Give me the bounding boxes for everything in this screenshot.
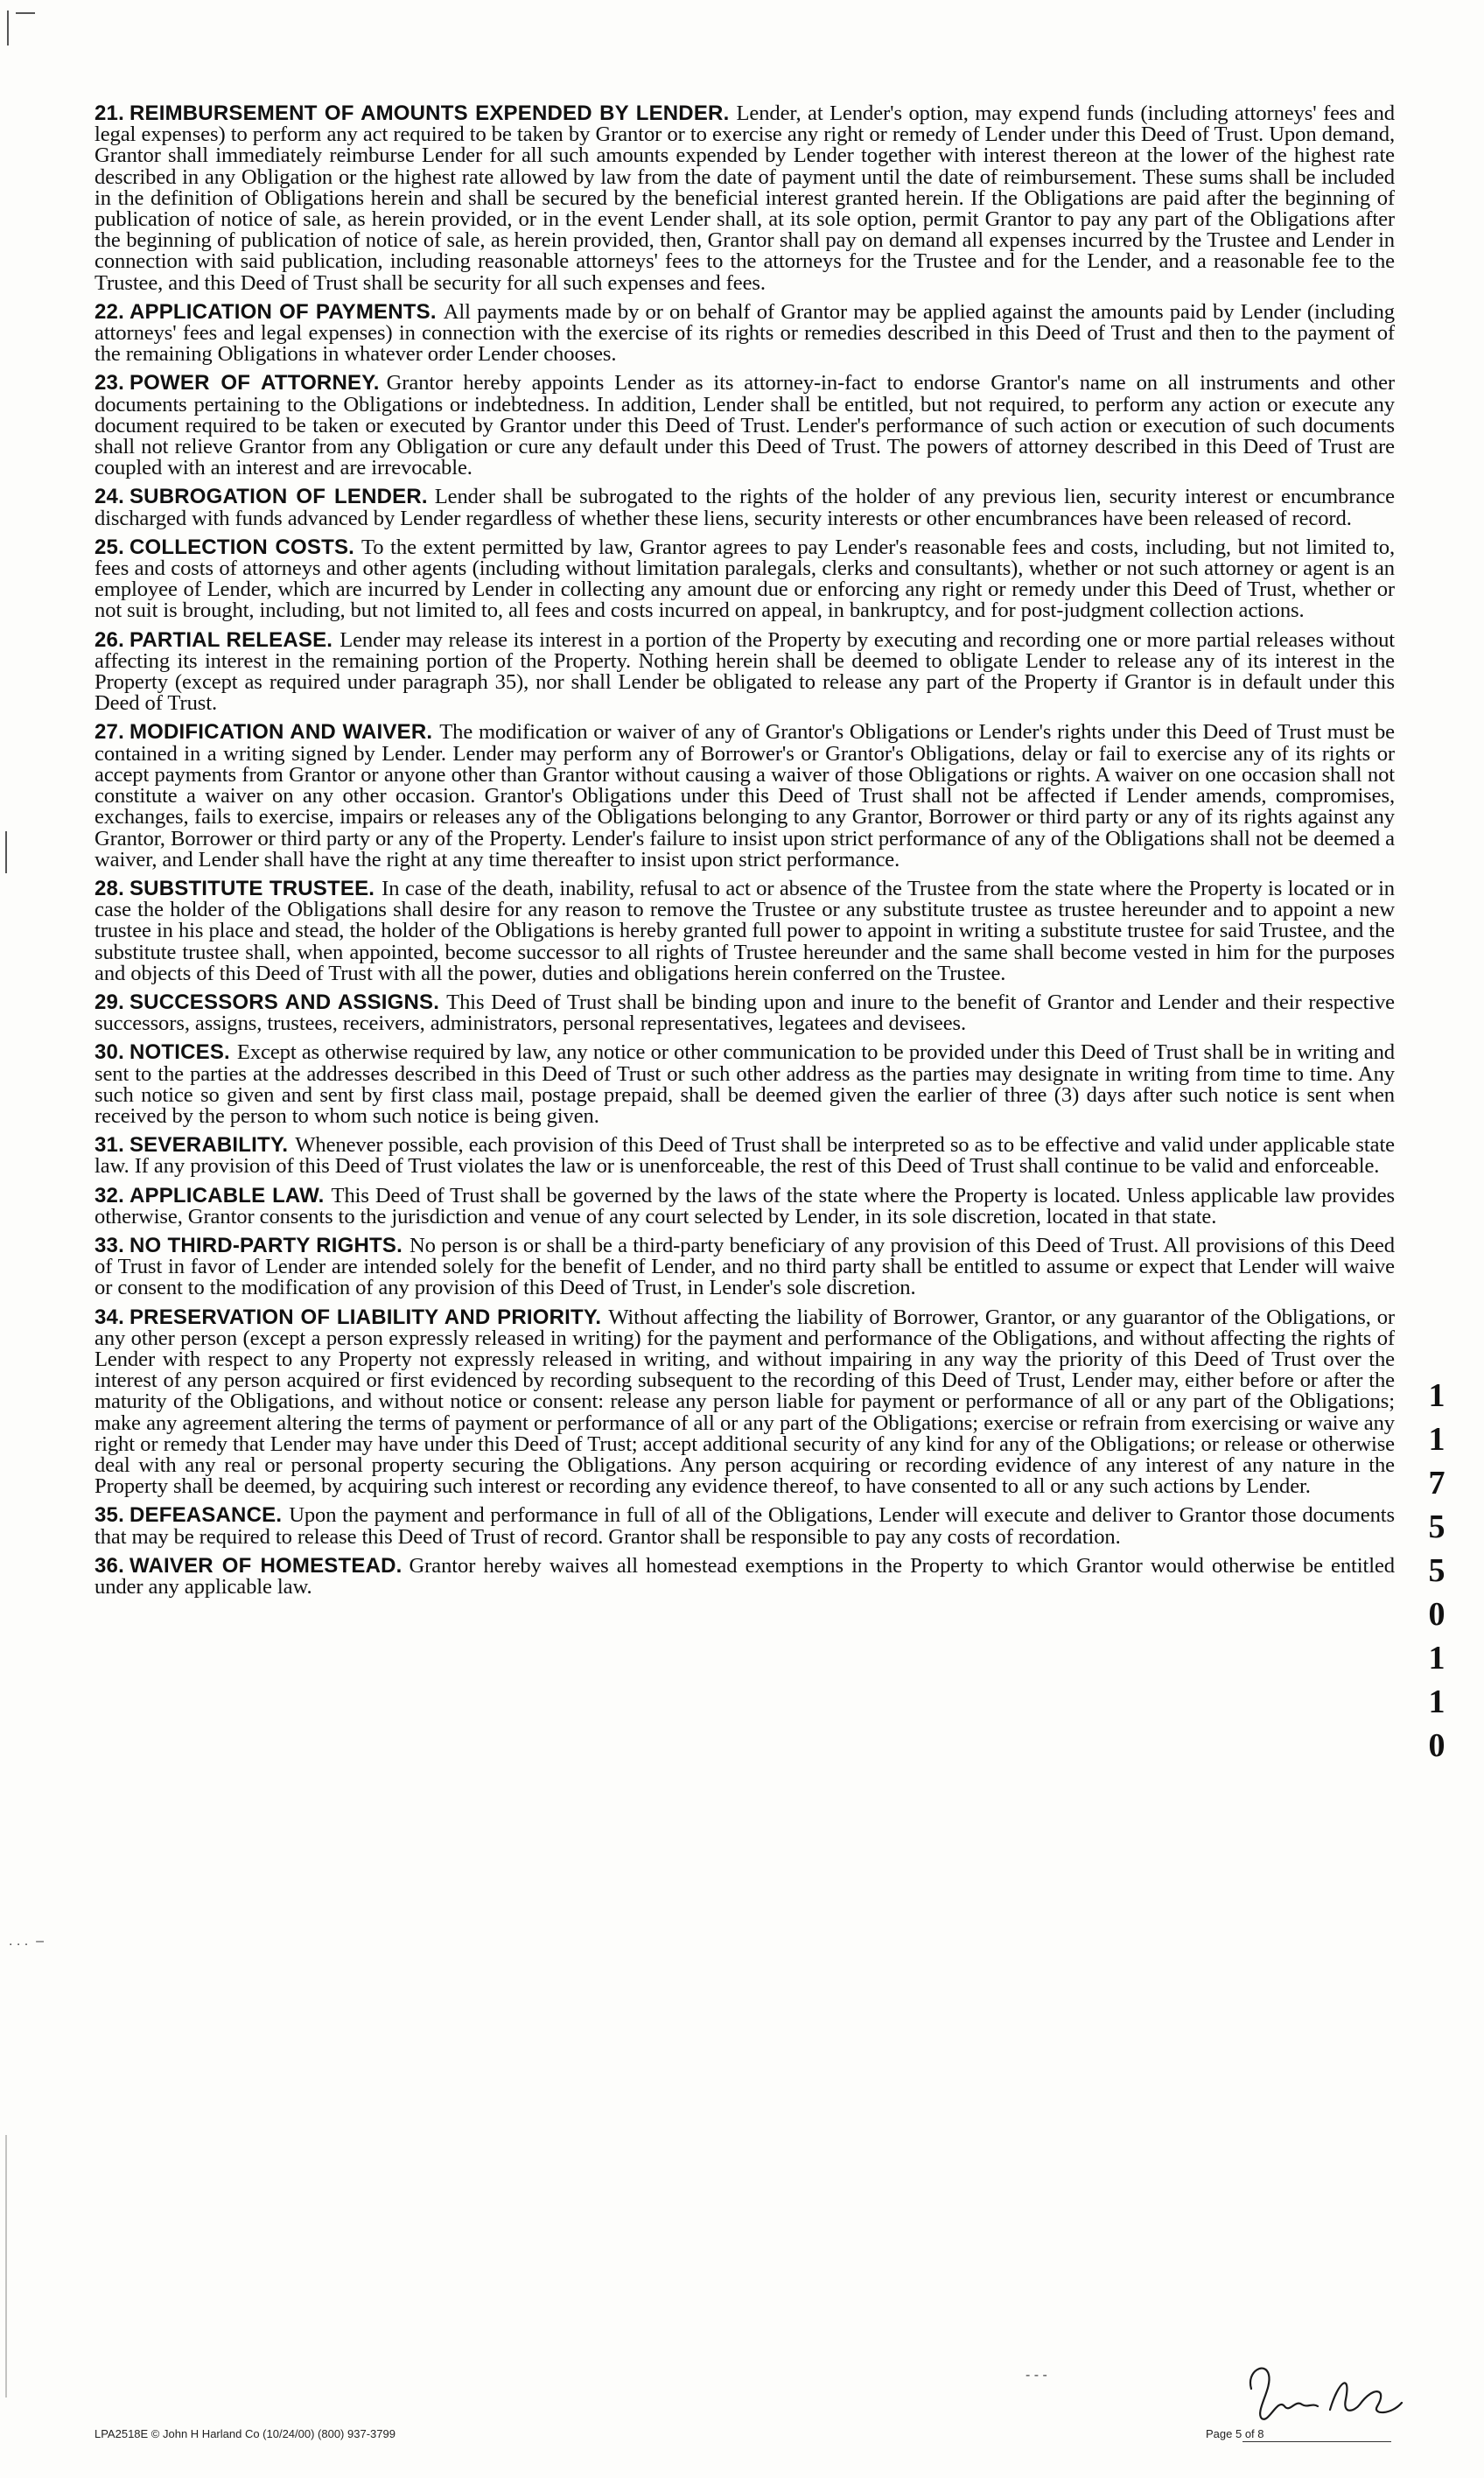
paragraph-text: Lender shall be subrogated to the rights of the holder of any previous lien, security interest or encumbrance discharged with funds advanced by Lender regardless of whether these liens, security interests or other encumbrances have been released of record. bbox=[94, 485, 1395, 530]
paragraph-heading: APPLICABLE LAW. bbox=[129, 1183, 325, 1208]
paragraph-number: 36. bbox=[94, 1553, 124, 1578]
paragraph-text: Upon the payment and performance in full of all of the Obligations, Lender will execute and deliver to Grantor those documents that may be required to release this Deed of Trust of record. Grantor shall be responsible to pay any costs of recordation. bbox=[94, 1503, 1395, 1549]
signature-initials bbox=[1242, 2354, 1418, 2432]
paragraph-27 bbox=[94, 722, 1395, 870]
paragraph-29 bbox=[94, 992, 1395, 1034]
paragraph-21 bbox=[94, 103, 1395, 294]
paragraph-32 bbox=[94, 1183, 1396, 1228]
margin-digit: 1 bbox=[1428, 1640, 1446, 1676]
page-number: Page 5 of 8 bbox=[1206, 2427, 1264, 2440]
paragraph-heading: MODIFICATION AND WAIVER. bbox=[129, 720, 433, 745]
paragraph-text: Lender may release its interest in a portion of the Property by executing and recording one or more partial releases without affecting its interest in the remaining portion of the Property. Nothing herein shall be deemed to obligate Lender to release any of its interest in the Property (except as required under paragraph 35), nor shall Lender be obligated to release any part of the Property if Grantor is in default under this Deed of Trust. bbox=[94, 627, 1396, 716]
paragraph-text: Without affecting the liability of Borrower, Grantor, or any guarantor of the Obligations, or any other person (except a person expressly released in writing) for the payment and performance of the Obligations, and without affecting the rights of Lender with respect to any Property not expressly released in writing, and without impairing in any way the priority of this Deed of Trust over the interest of any person acquired or first evidenced by recording subsequent to the recording of this Deed of Trust, Lender may, either before or after the maturity of the Obligations, and without notice or consent: release any person liable for payment or performance of all or any part of the Obligations; make any agreement altering the terms of payment or performance of all or any part of the Obligations; exercise or refrain from exercising or waive any right or remedy that Lender may have under this Deed of Trust; accept additional security of any kind for any of the Obligations; or release or otherwise deal with any real or personal property securing the Obligations. Any person acquiring or recording evidence of any interest of any nature in the Property shall be deemed, by acquiring such interest or recording any evidence thereof, to have consented to all or any such actions by Lender. bbox=[94, 1305, 1395, 1499]
paragraph-heading: APPLICATION OF PAYMENTS. bbox=[129, 299, 437, 324]
paragraph-number: 25. bbox=[94, 535, 124, 559]
paragraph-33 bbox=[94, 1233, 1396, 1300]
margin-digit: 1 bbox=[1428, 1421, 1446, 1458]
scan-mark-left bbox=[7, 10, 9, 46]
paragraph-text: In case of the death, inability, refusal to act or absence of the Trustee from the state where the Property is located or in case the holder of the Obligations shall desire for any reason to remove the Trustee or any substitute trustee as trustee hereunder and to appoint a new trustee in his place and stead, the holder of the Obligations is hereby granted full power to appoint in writing a substitute trustee for said Trustee, and the substitute trustee shall, when appointed, become successor to all rights of Trustee hereunder and the same shall become vested in him for the purposes and objects of this Deed of Trust with all the power, duties and obligations herein conferred on the Trustee. bbox=[94, 876, 1396, 985]
paragraph-text: The modification or waiver of any of Grantor's Obligations or Lender's rights under this Deed of Trust must be contained in a writing signed by Lender. Lender may perform any of Borrower's or Grantor's Obligations, delay or fail to exercise any of its rights or accept payments from Grantor or anyone other than Grantor without causing a waiver of those Obligations or rights. A waiver on one occasion shall not constitute a waiver on any other occasion. Grantor's Obligations under this Deed of Trust shall not be affected if Lender amends, compromises, exchanges, fails to exercise, impairs or releases any of the Obligations belonging to any Grantor, Borrower or third party or any of its rights against any Grantor, Borrower or third party or any of the Property. Lender's failure to insist upon strict performance of any of the Obligations shall not be deemed a waiver, and Lender shall have the right at any time thereafter to insist upon strict performance. bbox=[94, 720, 1395, 872]
margin-digit: 1 bbox=[1428, 1684, 1446, 1720]
paragraph-number: 24. bbox=[94, 485, 124, 509]
paragraph-text: To the extent permitted by law, Grantor agrees to pay Lender's reasonable fees and costs, including, but not limited to, fees and costs of attorneys and other agents (including without limitation paralegals, clerks and consultants), whether or not such attorney or agent is an employee of Lender, which are incurred by Lender in collecting any amount due or enforcing any right or remedy under this Deed of Trust, whether or not suit is brought, including, but not limited to, all fees and costs incurred on appeal, in bankruptcy, and for post-judgment collection actions. bbox=[94, 535, 1395, 623]
paragraph-number: 29. bbox=[94, 990, 124, 1014]
paragraph-number: 28. bbox=[94, 876, 124, 900]
paragraph-heading: PRESERVATION OF LIABILITY AND PRIORITY. bbox=[129, 1305, 602, 1329]
paragraph-heading: REIMBURSEMENT OF AMOUNTS EXPENDED BY LENDER. bbox=[129, 102, 730, 125]
paragraph-number: 34. bbox=[94, 1305, 124, 1329]
margin-digit: 7 bbox=[1428, 1465, 1446, 1502]
paragraph-text: Grantor hereby appoints Lender as its attorney-in-fact to endorse Grantor's name on all instruments and other documents pertaining to the Obligations or indebtedness. In addition, Lender shall be entitled, but not required, to perform any action or execute any document required to be taken or executed by Grantor under this Deed of Trust. Lender's performance of such action or execution of such documents shall not relieve Grantor from any Obligation or cure any default under this Deed of Trust. The powers of attorney described in this Deed of Trust are coupled with an interest and are irrevocable. bbox=[94, 371, 1395, 480]
paragraph-heading: SEVERABILITY. bbox=[129, 1133, 289, 1158]
deed-of-trust-body bbox=[94, 103, 1395, 1606]
paragraph-text: Lender, at Lender's option, may expend funds (including attorneys' fees and legal expenses) to perform any act required to be taken by Grantor or to exercise any right or remedy of Lender under this Deed of Trust. Upon demand, Grantor shall immediately reimburse Lender for all such amounts expended by Lender together with interest thereon at the lower of the highest rate described in any Obligation or the highest rate allowed by law from the date of payment until the date of reimbursement. These sums shall be included in the definition of Obligations herein and shall be secured by the beneficial interest granted herein. If the Obligations are paid after the beginning of publication of notice of sale, as herein provided, or in the event Lender shall, at its sole option, permit Grantor to pay any part of the Obligations after the beginning of publication of notice of sale, as herein provided, then, Grantor shall pay on demand all expenses incurred by the Trustee and Lender in connection with said publication, including reasonable attorneys' fees to the attorneys for the Trustee and for the Lender, and a reasonable fee to the Trustee, and this Deed of Trust shall be security for all such expenses and fees. bbox=[94, 102, 1395, 295]
margin-digit: 1 bbox=[1428, 1377, 1446, 1414]
paragraph-number: 32. bbox=[94, 1183, 124, 1208]
paragraph-heading: COLLECTION COSTS. bbox=[129, 535, 355, 559]
paragraph-22 bbox=[94, 299, 1395, 367]
scan-mark-left-3 bbox=[5, 2135, 7, 2398]
paragraph-30 bbox=[94, 1042, 1395, 1127]
paragraph-31 bbox=[94, 1135, 1395, 1177]
paragraph-number: 35. bbox=[94, 1503, 124, 1528]
paragraph-heading: SUBSTITUTE TRUSTEE. bbox=[129, 876, 375, 900]
paragraph-heading: PARTIAL RELEASE. bbox=[129, 627, 333, 652]
margin-recording-number bbox=[1419, 1374, 1454, 1768]
paragraph-heading: WAIVER OF HOMESTEAD. bbox=[129, 1553, 402, 1578]
paragraph-26 bbox=[94, 627, 1396, 716]
paragraph-number: 33. bbox=[94, 1233, 124, 1257]
paragraph-heading: POWER OF ATTORNEY. bbox=[129, 371, 380, 396]
margin-digit: 5 bbox=[1428, 1508, 1446, 1545]
paragraph-36 bbox=[94, 1553, 1395, 1599]
paragraph-number: 26. bbox=[94, 627, 124, 652]
paragraph-heading: SUBROGATION OF LENDER. bbox=[129, 485, 428, 509]
paragraph-25 bbox=[94, 537, 1395, 622]
margin-digit: 5 bbox=[1428, 1552, 1446, 1589]
paragraph-23 bbox=[94, 373, 1395, 479]
paragraph-34 bbox=[94, 1307, 1395, 1498]
paragraph-text: No person is or shall be a third-party beneficiary of any provision of this Deed of Trust. All provisions of this Deed of Trust in favor of Lender are intended solely for the benefit of Lender, and no third party shall be entitled to assume or expect that Lender will waive or consent to the modification of any provision of this Deed of Trust, in Lender's sole discretion. bbox=[94, 1233, 1396, 1300]
margin-digit: 0 bbox=[1428, 1727, 1446, 1764]
paragraph-number: 27. bbox=[94, 720, 124, 745]
paragraph-28 bbox=[94, 878, 1395, 984]
paragraph-heading: NOTICES. bbox=[129, 1040, 230, 1065]
margin-digit: 0 bbox=[1428, 1596, 1446, 1633]
scan-mark-left-2 bbox=[5, 831, 7, 873]
paragraph-text: All payments made by or on behalf of Grantor may be applied against the amounts paid by Lender (including attorneys' fees and legal expenses) in connection with the exercise of its rights or remedies described in this Deed of Trust and then to the payment of the remaining Obligations in whatever order Lender chooses. bbox=[94, 299, 1395, 367]
paragraph-text: Whenever possible, each provision of this Deed of Trust shall be interpreted so as to be effective and valid under applicable state law. If any provision of this Deed of Trust violates the law or is unenforceable, the rest of this Deed of Trust shall continue to be valid and enforceable. bbox=[94, 1133, 1395, 1179]
scan-dots-2: - - - bbox=[1026, 2368, 1047, 2383]
paragraph-heading: DEFEASANCE. bbox=[129, 1503, 283, 1528]
paragraph-text: Except as otherwise required by law, any notice or other communication to be provided under this Deed of Trust shall be in writing and sent to the parties at the addresses described in this Deed of Trust or such other address as the parties may designate in writing from time to time. Any such notice so given and sent by first class mail, postage prepaid, shall be deemed given the earlier of three (3) days after such notice is sent when received by the person to whom such notice is being given. bbox=[94, 1040, 1395, 1128]
paragraph-number: 21. bbox=[94, 102, 124, 125]
initials-line bbox=[1242, 2441, 1391, 2442]
paragraph-24 bbox=[94, 486, 1395, 528]
paragraph-text: Grantor hereby waives all homestead exemptions in the Property to which Grantor would otherwise be entitled under any applicable law. bbox=[94, 1553, 1395, 1599]
paragraph-text: This Deed of Trust shall be governed by the laws of the state where the Property is located. Unless applicable law provides otherwise, Grantor consents to the jurisdiction and venue of any court selected by Lender, in its sole discretion, located in that state. bbox=[94, 1183, 1396, 1228]
paragraph-number: 22. bbox=[94, 299, 124, 324]
paragraph-heading: NO THIRD-PARTY RIGHTS. bbox=[129, 1233, 402, 1257]
paragraph-number: 31. bbox=[94, 1133, 124, 1158]
paragraph-number: 23. bbox=[94, 371, 124, 396]
paragraph-text: This Deed of Trust shall be binding upon and inure to the benefit of Grantor and Lender and their respective successors, assigns, trustees, receivers, administrators, personal representatives, legatees and devisees. bbox=[94, 990, 1395, 1036]
paragraph-35 bbox=[94, 1505, 1395, 1547]
paragraph-heading: SUCCESSORS AND ASSIGNS. bbox=[129, 990, 440, 1014]
scan-dots: . . . – bbox=[9, 1934, 45, 1949]
form-identifier: LPA2518E © John H Harland Co (10/24/00) (800) 937-3799 bbox=[94, 2427, 396, 2440]
scan-mark-top bbox=[16, 12, 35, 14]
paragraph-number: 30. bbox=[94, 1040, 124, 1065]
